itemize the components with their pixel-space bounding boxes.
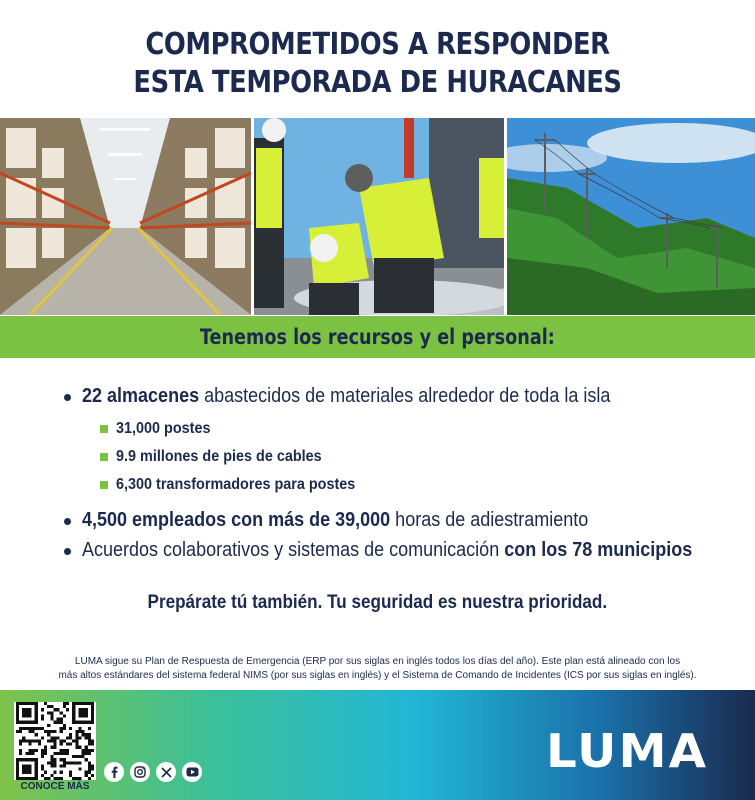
resources-banner: [0, 316, 755, 358]
luma-logo-text: LUMA: [546, 724, 709, 778]
bullet-warehouses-text: abastecidos de materiales alrededor de toda la isla: [199, 385, 611, 407]
qr-label: CONOCE MÁS: [20, 781, 90, 792]
resources-banner-title: Tenemos los recursos y el personal:: [199, 325, 556, 349]
bullet-dot-icon: [64, 518, 71, 525]
qr-code-icon: [14, 702, 96, 780]
bullet-warehouses: [64, 382, 744, 412]
bullet-dot-icon: [64, 548, 71, 555]
workers-photo: [254, 118, 504, 315]
facebook-icon[interactable]: [104, 762, 124, 782]
bullet-warehouses-bold: 22 almacenes: [82, 385, 200, 407]
luma-logo: [546, 726, 726, 776]
tagline: Prepárate tú también. Tu seguridad es nuestra prioridad.: [147, 592, 608, 613]
bullet-agreements-text: Acuerdos colaborativos y sistemas de comunicación: [82, 539, 505, 561]
social-links: [104, 762, 202, 782]
green-square-icon: [100, 453, 108, 461]
green-square-icon: [100, 425, 108, 433]
x-icon[interactable]: [156, 762, 176, 782]
power-lines-photo: [507, 118, 755, 315]
bullet-dot-icon: [64, 394, 71, 401]
sub-bullet-poles: 31,000 postes: [64, 418, 744, 446]
green-square-icon: [100, 481, 108, 489]
bullet-employees-text: horas de adiestramiento: [390, 509, 589, 531]
qr-code[interactable]: [14, 702, 96, 780]
footnote-line-1: LUMA sigue su Plan de Respuesta de Emergencia (ERP por sus siglas en inglés todos los días del año). Este plan está alineado con los: [74, 656, 681, 667]
warehouse-photo: [0, 118, 251, 315]
sub-bullet-cables: 9.9 millones de pies de cables: [64, 446, 744, 474]
bullet-employees: [64, 506, 744, 536]
bullet-agreements-bold: con los 78 municipios: [504, 539, 693, 561]
headline-line-1: COMPROMETIDOS A RESPONDER: [145, 27, 610, 62]
footer: [0, 690, 755, 800]
youtube-icon[interactable]: [182, 762, 202, 782]
instagram-icon[interactable]: [130, 762, 150, 782]
bullet-employees-bold: 4,500 empleados con más de 39,000: [82, 509, 391, 531]
sub-bullet-transformers: 6,300 transformadores para postes: [64, 474, 744, 502]
footnote: [50, 655, 705, 683]
headline-line-2: ESTA TEMPORADA DE HURACANES: [133, 65, 622, 100]
photo-strip: [0, 118, 755, 315]
bullet-agreements: [64, 536, 744, 566]
footnote-line-2: más altos estándares del sistema federal NIMS (por sus siglas en inglés) y el Sistema de Comando de Incidentes (ICS por sus siglas en inglés).: [58, 670, 697, 681]
headline: [53, 26, 702, 102]
resources-list: [64, 382, 744, 566]
